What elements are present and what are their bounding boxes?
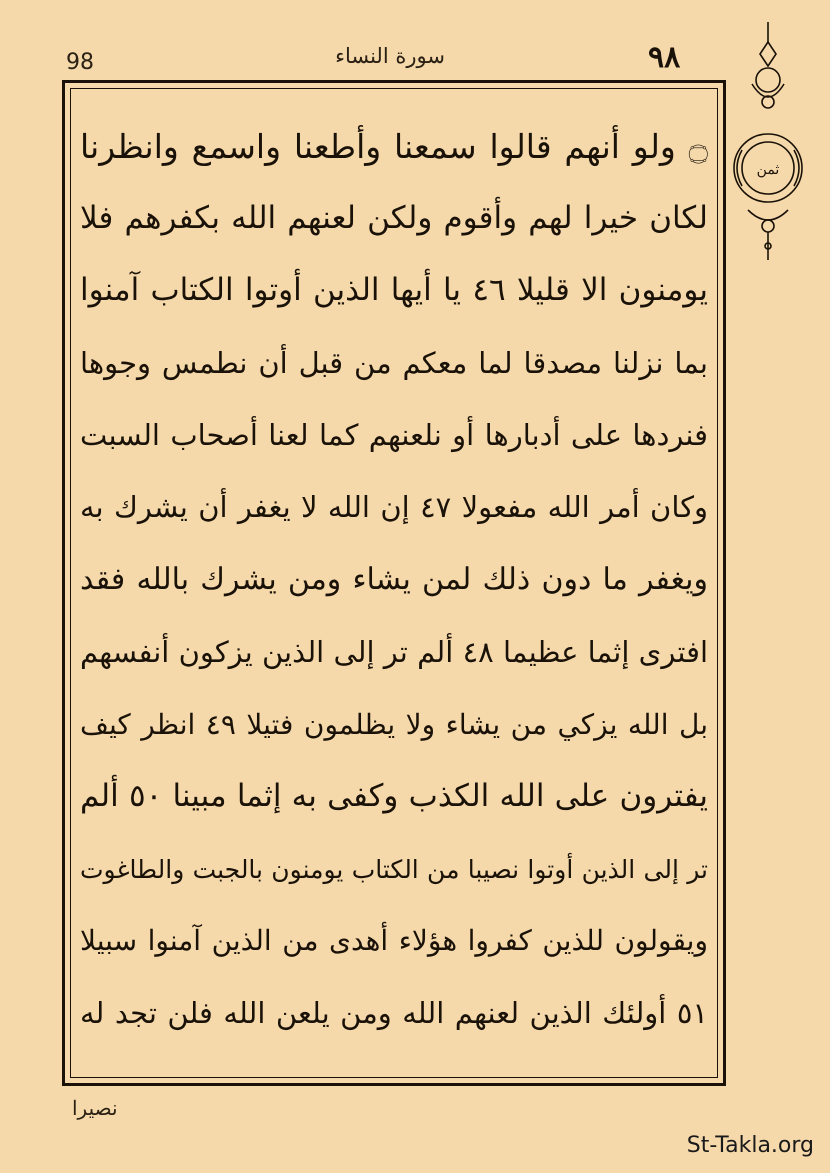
text-line: ۝ ولو أنهم قالوا سمعنا وأطعنا واسمع وانظرنا bbox=[80, 126, 708, 166]
text-line: افترى إثما عظيما ٤٨ ألم تر إلى الذين يزكون أنفسهم bbox=[80, 634, 708, 669]
text-line: بل الله يزكي من يشاء ولا يظلمون فتيلا ٤٩ انظر كيف bbox=[80, 707, 708, 741]
text-line: ٥١ أولئك الذين لعنهم الله ومن يلعن الله فلن تجد له bbox=[80, 996, 708, 1031]
text-line: يفترون على الله الكذب وكفى به إثما مبينا ٥٠ ألم bbox=[80, 778, 708, 815]
page-number-latin: 98 bbox=[66, 50, 94, 75]
text-line: يومنون الا قليلا ٤٦ يا أيها الذين أوتوا الكتاب آمنوا bbox=[80, 272, 708, 309]
watermark: St-Takla.org bbox=[686, 1133, 814, 1158]
text-line: لكان خيرا لهم وأقوم ولكن لعنهم الله بكفرهم فلا bbox=[80, 199, 708, 236]
text-line: ويقولون للذين كفروا هؤلاء أهدى من الذين آمنوا سبيلا bbox=[80, 924, 708, 958]
quran-text-block bbox=[80, 110, 708, 1050]
text-line: ويغفر ما دون ذلك لمن يشاء ومن يشرك بالله فقد bbox=[80, 561, 708, 597]
page-number-arabic: ٩٨ bbox=[648, 40, 681, 75]
text-line: وكان أمر الله مفعولا ٤٧ إن الله لا يغفر أن يشرك به bbox=[80, 490, 708, 525]
hizb-marker-label: ثمن bbox=[756, 162, 780, 178]
text-line: تر إلى الذين أوتوا نصيبا من الكتاب يومنون بالجبت والطاغوت bbox=[80, 854, 708, 884]
surah-title: سورة النساء bbox=[335, 44, 445, 68]
hizb-marker-ornament-icon bbox=[728, 20, 808, 270]
catchword: نصيرا bbox=[72, 1096, 118, 1120]
text-line: فنردها على أدبارها أو نلعنهم كما لعنا أصحاب السبت bbox=[80, 417, 708, 452]
text-line: بما نزلنا مصدقا لما معكم من قبل أن نطمس وجوها bbox=[80, 345, 708, 380]
